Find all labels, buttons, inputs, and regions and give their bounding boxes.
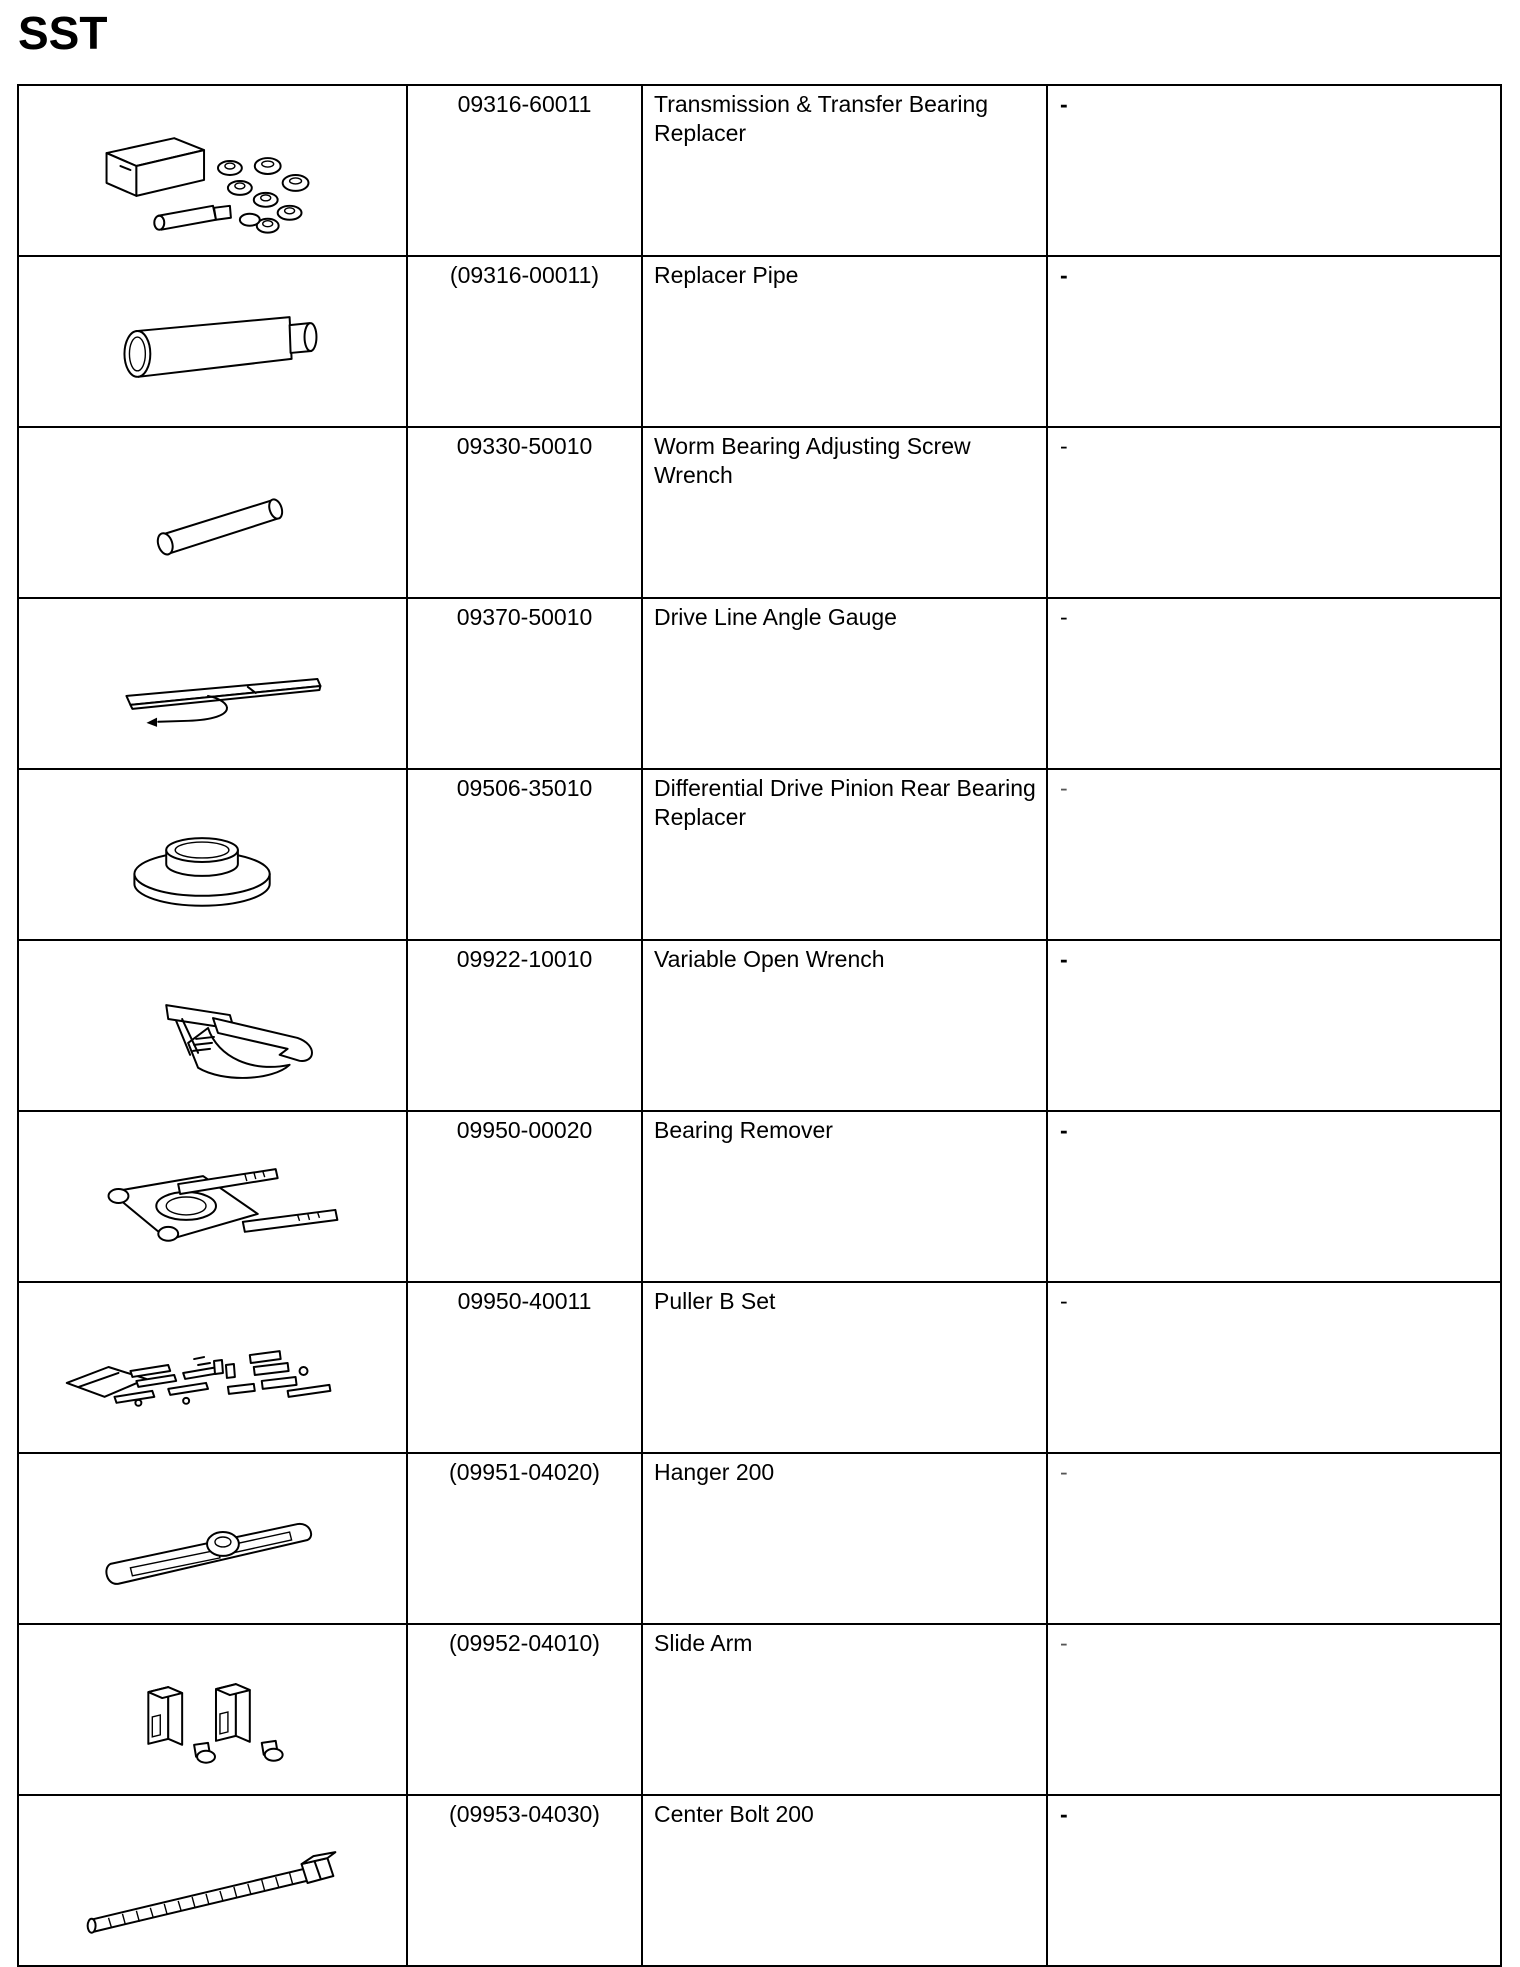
slide-arm-icon	[19, 1625, 406, 1794]
part-number: 09316-60011	[407, 85, 642, 256]
table-row	[18, 256, 1501, 427]
tool-illustration	[18, 598, 407, 769]
bearing-replacer-set-icon	[19, 86, 406, 255]
bearing-remover-icon	[19, 1112, 406, 1281]
table-row	[18, 598, 1501, 769]
tool-note: -	[1047, 1624, 1501, 1795]
table-row	[18, 85, 1501, 256]
tool-illustration	[18, 1624, 407, 1795]
part-number: (09951-04020)	[407, 1453, 642, 1624]
tool-name: Transmission & Transfer Bearing Replacer	[642, 85, 1047, 256]
tool-note: -	[1047, 1795, 1501, 1966]
hanger-icon	[19, 1454, 406, 1623]
tool-note: -	[1047, 427, 1501, 598]
part-number: 09922-10010	[407, 940, 642, 1111]
part-number: 09506-35010	[407, 769, 642, 940]
page-title: SST	[18, 7, 108, 59]
tool-illustration	[18, 1111, 407, 1282]
ring-replacer-icon	[19, 770, 406, 939]
tool-note: -	[1047, 1282, 1501, 1453]
tool-note: -	[1047, 769, 1501, 940]
table-row	[18, 1795, 1501, 1966]
table-row	[18, 1624, 1501, 1795]
tool-name: Replacer Pipe	[642, 256, 1047, 427]
tool-illustration	[18, 1795, 407, 1966]
tool-note: -	[1047, 1111, 1501, 1282]
table-row	[18, 940, 1501, 1111]
tool-illustration	[18, 769, 407, 940]
tool-illustration	[18, 940, 407, 1111]
tool-name: Center Bolt 200	[642, 1795, 1047, 1966]
part-number: (09316-00011)	[407, 256, 642, 427]
tool-name: Slide Arm	[642, 1624, 1047, 1795]
tool-name: Variable Open Wrench	[642, 940, 1047, 1111]
tool-illustration	[18, 256, 407, 427]
tool-note: -	[1047, 940, 1501, 1111]
tool-illustration	[18, 1282, 407, 1453]
tool-name: Puller B Set	[642, 1282, 1047, 1453]
tool-illustration	[18, 85, 407, 256]
angle-gauge-icon	[19, 599, 406, 768]
tool-note: -	[1047, 85, 1501, 256]
tool-illustration	[18, 1453, 407, 1624]
part-number: 09950-00020	[407, 1111, 642, 1282]
part-number: (09953-04030)	[407, 1795, 642, 1966]
part-number: 09330-50010	[407, 427, 642, 598]
tool-name: Hanger 200	[642, 1453, 1047, 1624]
tool-note: -	[1047, 256, 1501, 427]
center-bolt-icon	[19, 1796, 406, 1965]
puller-set-icon	[19, 1283, 406, 1452]
tool-name: Drive Line Angle Gauge	[642, 598, 1047, 769]
tool-name: Worm Bearing Adjusting Screw Wrench	[642, 427, 1047, 598]
table-row	[18, 427, 1501, 598]
tool-note: -	[1047, 1453, 1501, 1624]
part-number: 09950-40011	[407, 1282, 642, 1453]
table-row	[18, 1453, 1501, 1624]
tool-name: Bearing Remover	[642, 1111, 1047, 1282]
table-row	[18, 1111, 1501, 1282]
part-number: 09370-50010	[407, 598, 642, 769]
tool-illustration	[18, 427, 407, 598]
sst-table	[17, 84, 1502, 1967]
adjusting-screw-wrench-icon	[19, 428, 406, 597]
part-number: (09952-04010)	[407, 1624, 642, 1795]
table-row	[18, 769, 1501, 940]
table-row	[18, 1282, 1501, 1453]
replacer-pipe-icon	[19, 257, 406, 426]
tool-note: -	[1047, 598, 1501, 769]
open-wrench-icon	[19, 941, 406, 1110]
tool-name: Differential Drive Pinion Rear Bearing Replacer	[642, 769, 1047, 940]
